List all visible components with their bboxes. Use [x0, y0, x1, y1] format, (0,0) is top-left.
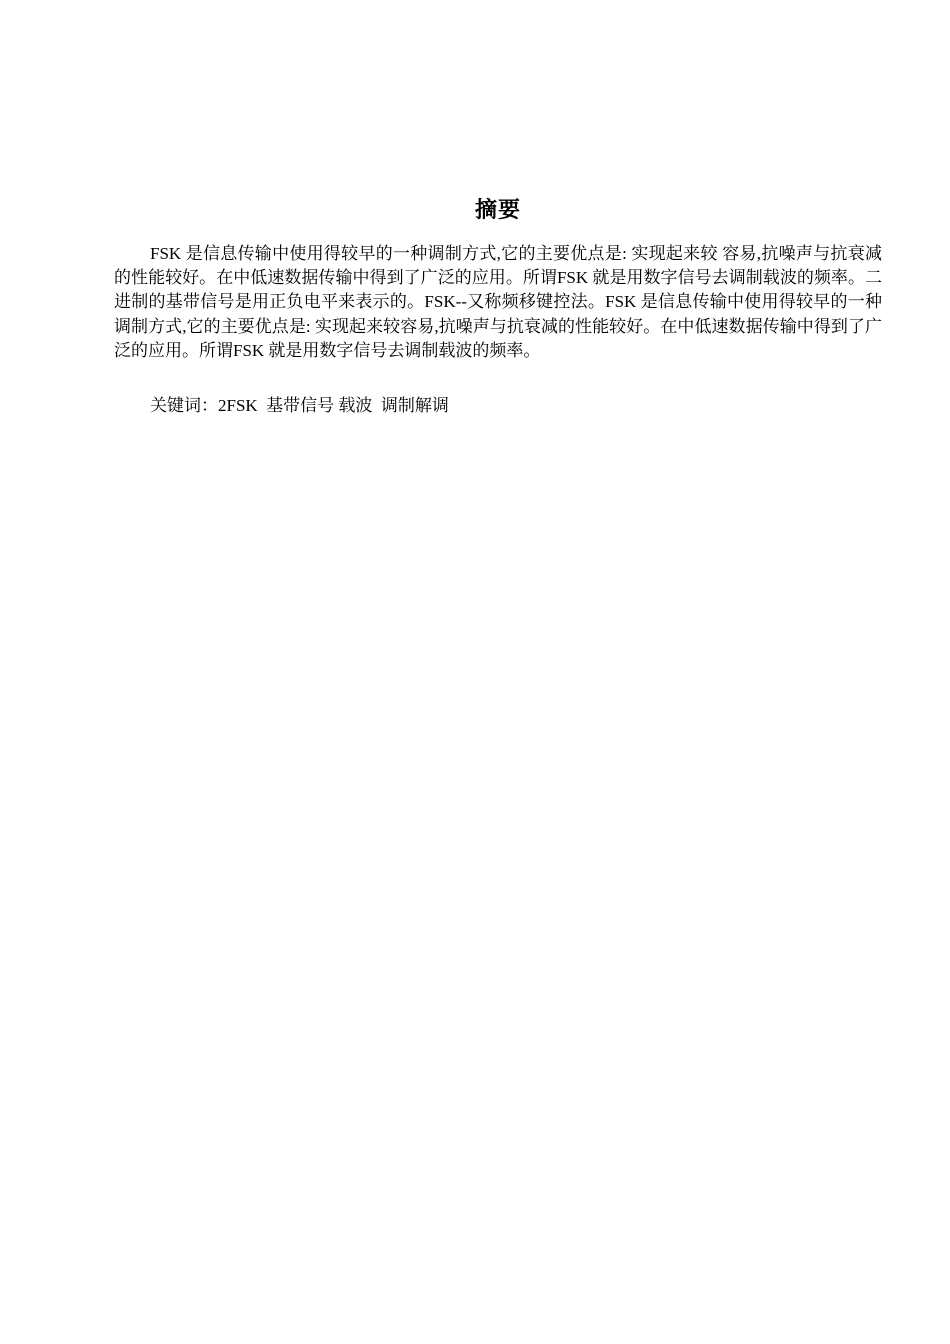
- abstract-paragraph: FSK 是信息传输中使用得较早的一种调制方式,它的主要优点是: 实现起来较 容易,抗噪声与抗衰减的性能较好。在中低速数据传输中得到了广泛的应用。所谓FSK 就是用数字信号去调制载波的频率。二进制的基带信号是用正负电平来表示的。FSK--又称频移键控法。FSK 是信息传输中使用得较早的一种调制方式,它的主要优点是: 实现起来较容易,抗噪声与抗衰减的性能较好。在中低速数据传输中得到了广泛的应用。所谓FSK 就是用数字信号去调制载波的频率。: [114, 244, 882, 360]
- keywords-line: 关键词：2FSK 基带信号 载波 调制解调: [150, 396, 449, 415]
- abstract-title: 摘要: [474, 198, 521, 223]
